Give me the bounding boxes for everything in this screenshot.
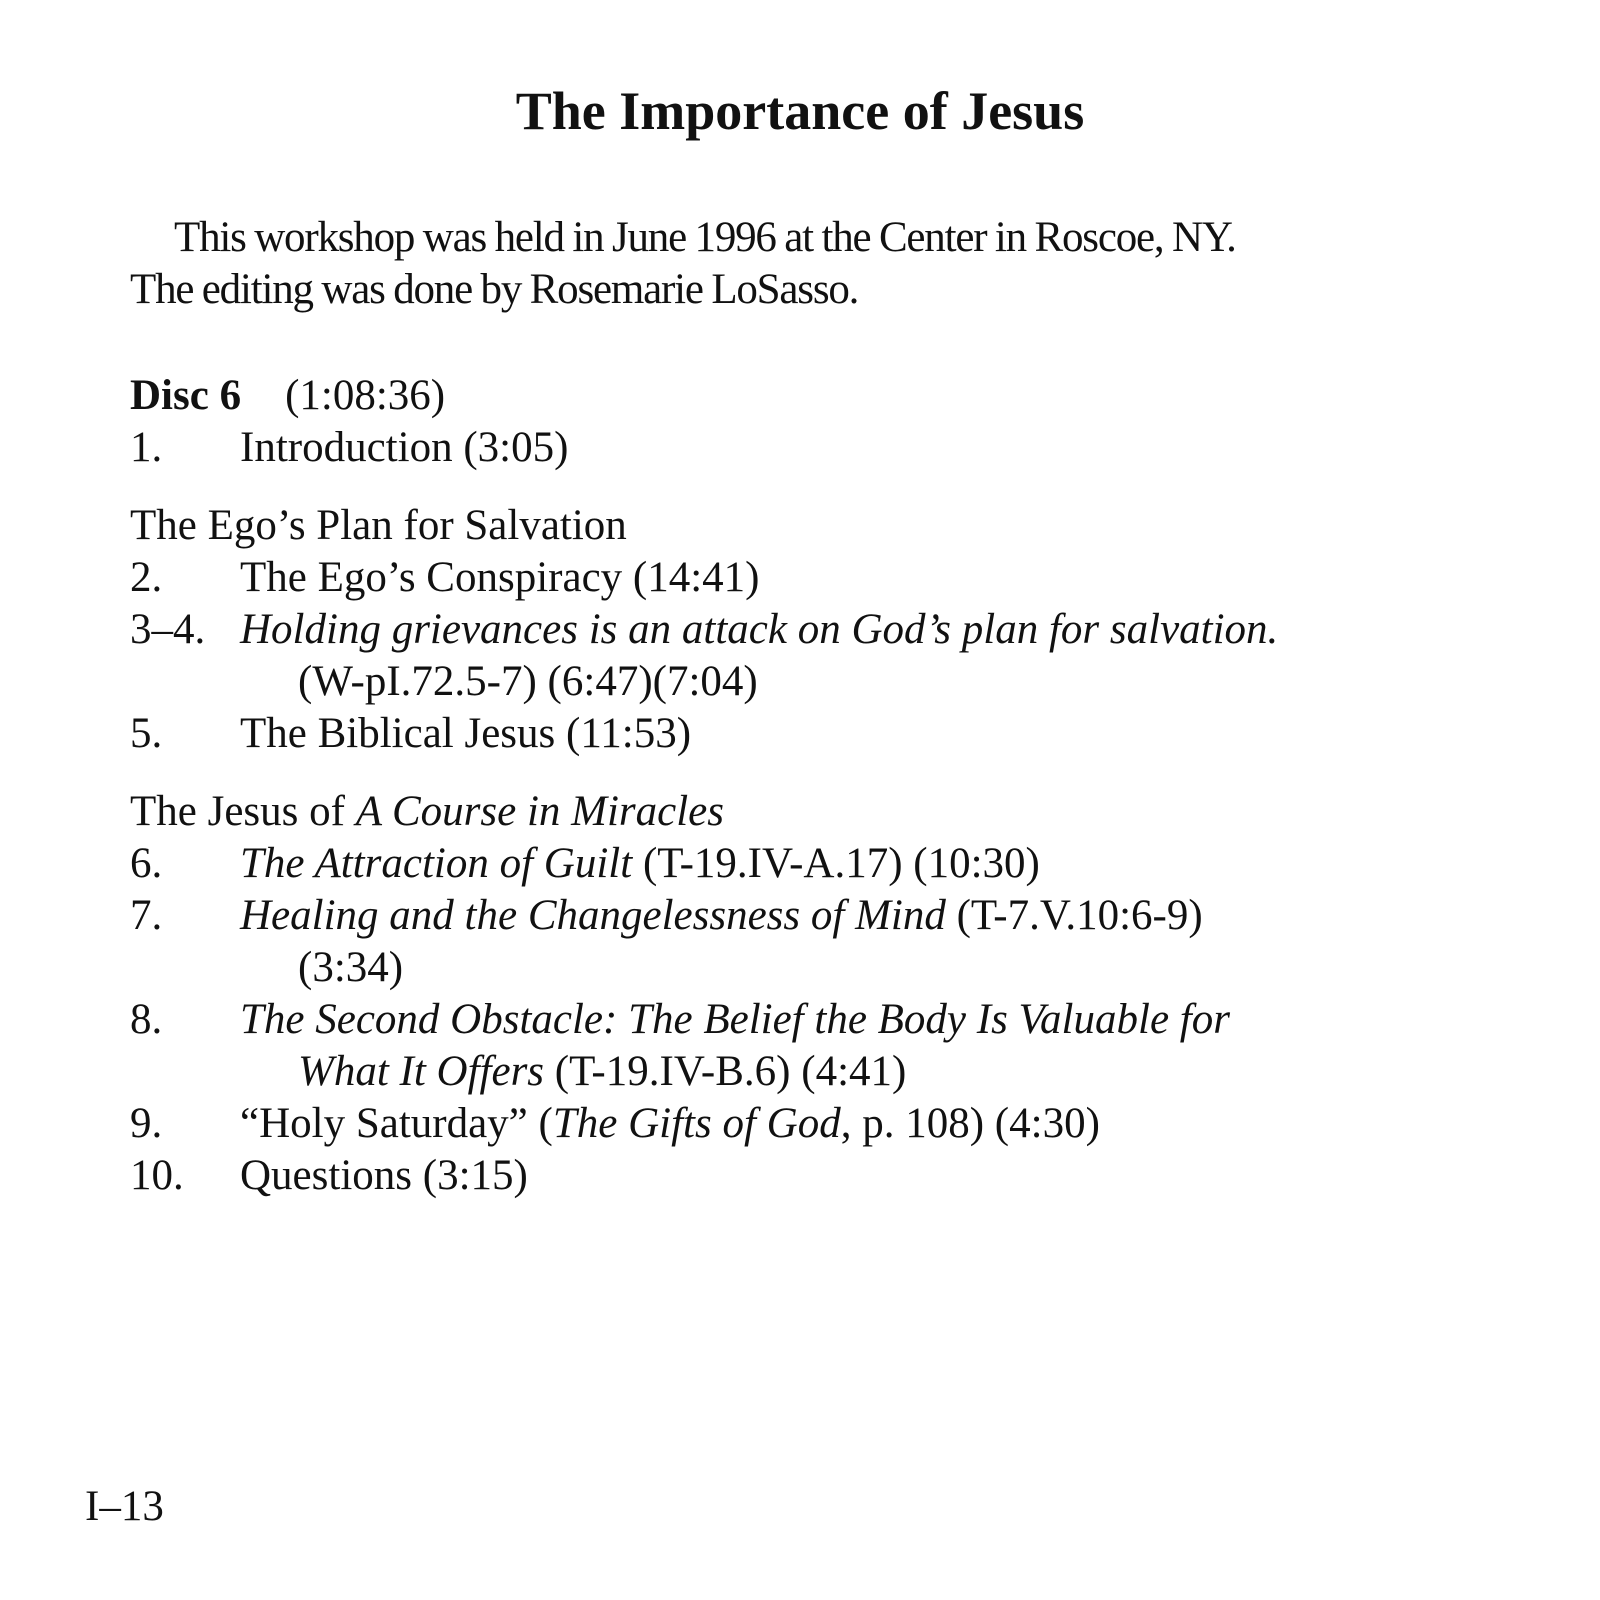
track-item — [130, 1150, 1530, 1202]
section-heading-prefix: The Jesus of — [130, 788, 356, 835]
track-title: The Attraction of Guilt — [240, 840, 633, 887]
track-title: Healing and the Changelessness of Mind — [240, 892, 946, 939]
track-number: 6. — [130, 840, 163, 887]
track-item — [130, 890, 1530, 994]
track-item — [130, 422, 1530, 474]
track-number: 3–4. — [130, 606, 206, 653]
page-title: The Importance of Jesus — [515, 81, 1085, 141]
track-continuation — [240, 1046, 1530, 1098]
track-item — [130, 1098, 1530, 1150]
section-heading-acim — [130, 786, 1530, 838]
track-item — [130, 708, 1530, 760]
track-title-continuation: What It Offers — [298, 1048, 545, 1095]
track-book-title: The Gifts of God — [552, 1100, 841, 1147]
disc-duration: (1:08:36) — [285, 372, 446, 419]
track-text: Introduction (3:05) — [240, 424, 569, 471]
track-number: 9. — [130, 1100, 163, 1147]
section-heading-book-title: A Course in Miracles — [355, 788, 724, 835]
track-reference: (T-7.V.10:6-9) — [945, 892, 1203, 939]
track-number: 1. — [130, 424, 163, 471]
track-item — [130, 604, 1530, 708]
track-reference: (T-19.IV-B.6) (4:41) — [544, 1048, 907, 1095]
track-text: Questions (3:15) — [240, 1152, 528, 1199]
track-item — [130, 838, 1530, 890]
track-number: 2. — [130, 554, 163, 601]
track-listing — [130, 370, 1530, 1202]
track-title: Holding grievances is an attack on God’s plan for salvation. — [240, 606, 1279, 653]
track-number: 7. — [130, 892, 163, 939]
track-number: 10. — [130, 1152, 184, 1199]
intro-paragraph — [130, 212, 1430, 316]
track-number: 8. — [130, 996, 163, 1043]
disc-label: Disc 6 — [130, 372, 242, 419]
track-reference: , p. 108) (4:30) — [840, 1100, 1100, 1147]
track-quote: “Holy Saturday” ( — [240, 1100, 553, 1147]
track-number: 5. — [130, 710, 163, 757]
track-title: The Second Obstacle: The Belief the Body Is Valuable for — [240, 996, 1230, 1043]
track-reference: (T-19.IV-A.17) (10:30) — [632, 840, 1040, 887]
intro-line-1: This workshop was held in June 1996 at the Center in Roscoe, NY. — [174, 214, 1236, 261]
section-heading-ego-plan: The Ego’s Plan for Salvation — [130, 502, 627, 549]
disc-header — [130, 370, 1530, 422]
track-item — [130, 994, 1530, 1098]
track-continuation: (3:34) — [298, 944, 404, 991]
page-number: I–13 — [85, 1483, 164, 1530]
track-item — [130, 552, 1530, 604]
intro-line-2: The editing was done by Rosemarie LoSasso. — [130, 266, 859, 313]
track-text: The Biblical Jesus (11:53) — [240, 710, 692, 757]
track-text: The Ego’s Conspiracy (14:41) — [240, 554, 760, 601]
track-continuation: (W-pI.72.5-7) (6:47)(7:04) — [298, 658, 758, 705]
